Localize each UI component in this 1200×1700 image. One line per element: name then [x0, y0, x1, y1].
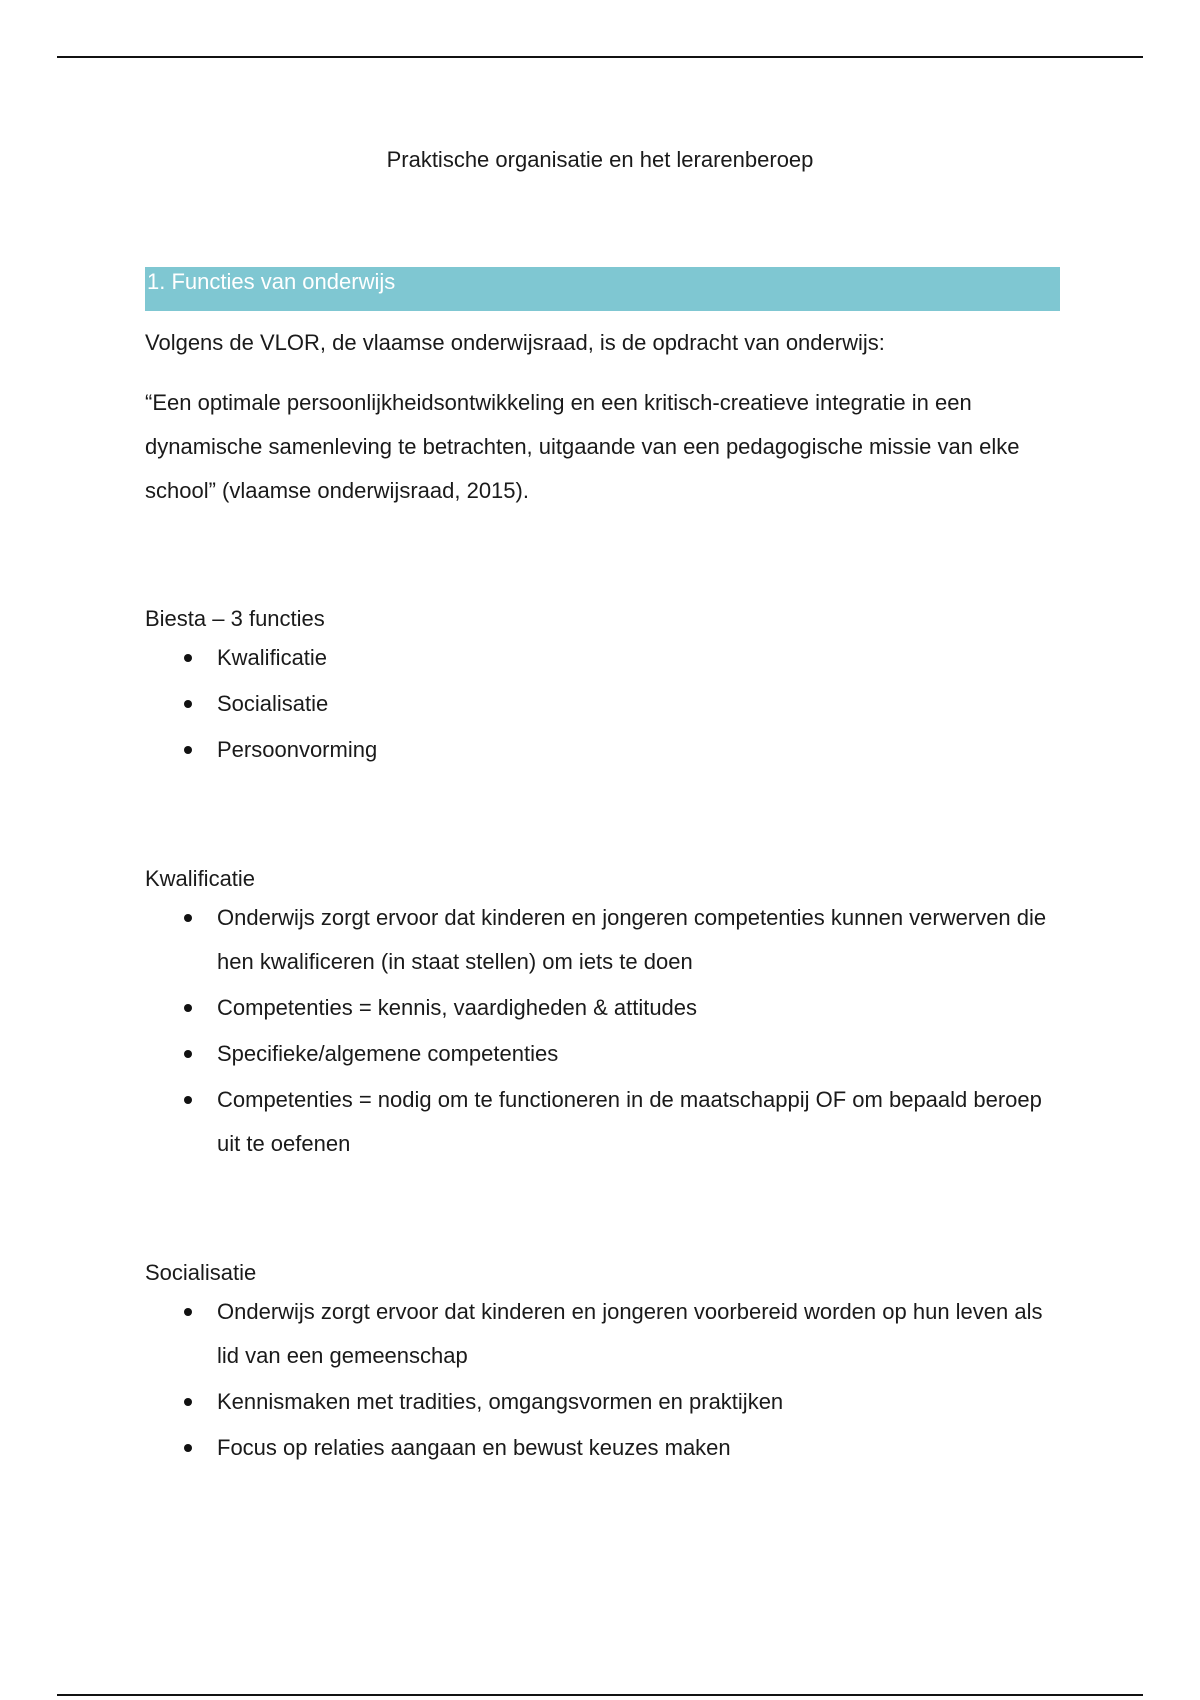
document-body: [145, 267, 1060, 1470]
top-rule: [57, 56, 1143, 58]
section-heading-functies: 1. Functies van onderwijs: [145, 267, 1060, 311]
list-item: Kwalificatie: [145, 636, 1060, 680]
document-title: Praktische organisatie en het lerarenberoep: [386, 147, 814, 172]
list-item: Specifieke/algemene competenties: [145, 1032, 1060, 1076]
kwalificatie-list: [145, 896, 1060, 1166]
vlor-quote: “Een optimale persoonlijkheidsontwikkeling en een kritisch-creatieve integratie in een dynamische samenleving te betrachten, uitgaande van een pedagogische missie van elke school” (vlaamse onderwijsraad, 2015).: [145, 390, 1020, 503]
intro-paragraph: Volgens de VLOR, de vlaamse onderwijsraad, is de opdracht van onderwijs:: [145, 330, 885, 355]
list-item: Competenties = kennis, vaardigheden & attitudes: [145, 986, 1060, 1030]
biesta-title: Biesta – 3 functies: [145, 606, 325, 631]
bottom-rule: [57, 1694, 1143, 1696]
list-item: Onderwijs zorgt ervoor dat kinderen en jongeren voorbereid worden op hun leven als lid van een gemeenschap: [145, 1290, 1060, 1378]
socialisatie-title: Socialisatie: [145, 1260, 257, 1285]
list-item: Kennismaken met tradities, omgangsvormen en praktijken: [145, 1380, 1060, 1424]
list-item: Competenties = nodig om te functioneren in de maatschappij OF om bepaald beroep uit te oefenen: [145, 1078, 1060, 1166]
kwalificatie-title: Kwalificatie: [145, 866, 256, 891]
list-item: Onderwijs zorgt ervoor dat kinderen en jongeren competenties kunnen verwerven die hen kwalificeren (in staat stellen) om iets te doen: [145, 896, 1060, 984]
list-item: Socialisatie: [145, 682, 1060, 726]
biesta-list: [145, 636, 1060, 772]
list-item: Focus op relaties aangaan en bewust keuzes maken: [145, 1426, 1060, 1470]
list-item: Persoonvorming: [145, 728, 1060, 772]
socialisatie-list: [145, 1290, 1060, 1470]
